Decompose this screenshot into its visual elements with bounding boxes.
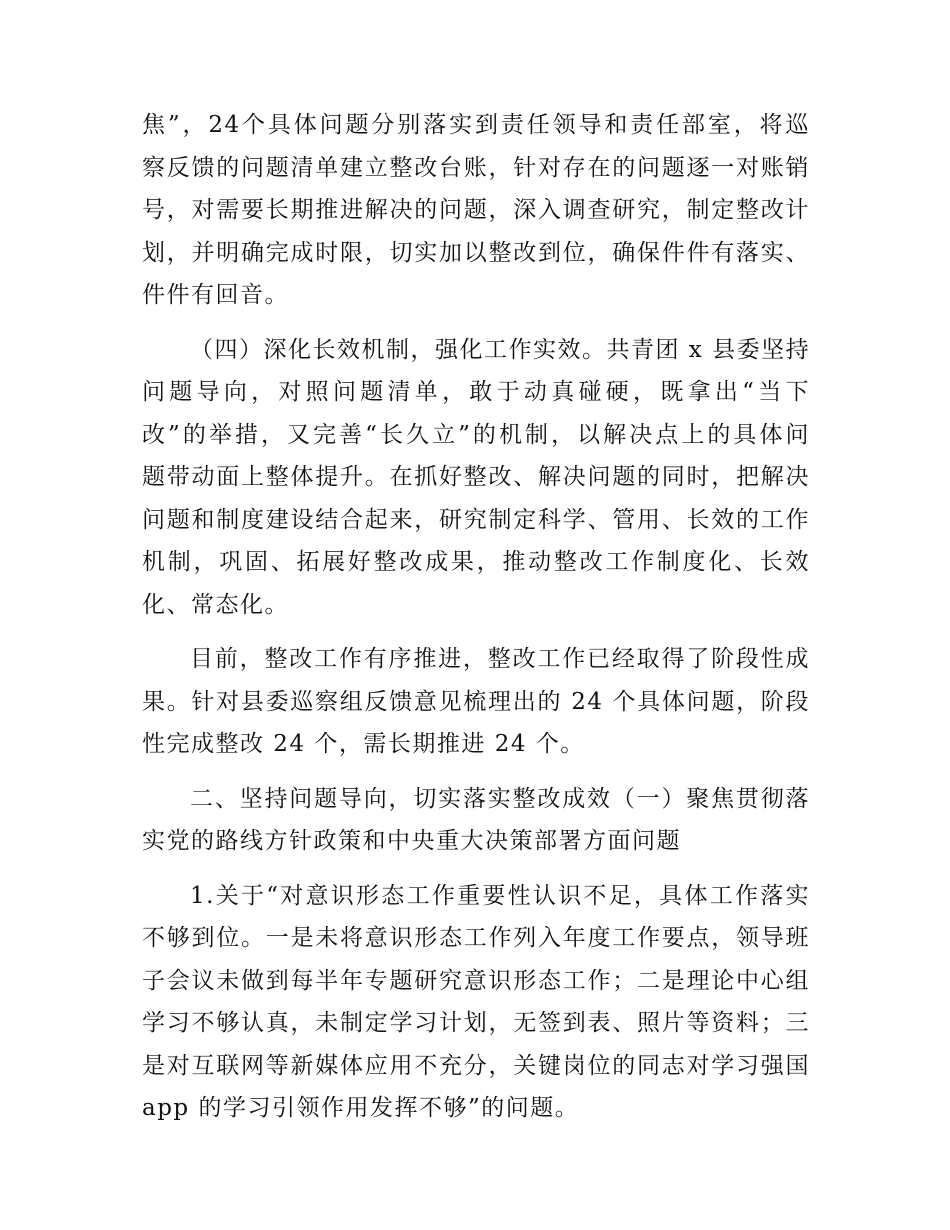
- text-line: 是对互联网等新媒体应用不充分，关键岗位的同志对学习强国: [142, 1052, 810, 1079]
- paragraph-progress-summary: [142, 638, 810, 766]
- text-line: 二、坚持问题导向，切实落实整改成效（一）聚焦贯彻落: [190, 785, 810, 812]
- text-line: 实党的路线方针政策和中央重大决策部署方面问题: [142, 828, 681, 854]
- text-line: 察反馈的问题清单建立整改台账，针对存在的问题逐一对账销: [142, 154, 810, 181]
- text-line: 目前，整改工作有序推进，整改工作已经取得了阶段性成: [190, 646, 810, 672]
- text-line: 题带动面上整体提升。在抓好整改、解决问题的同时，把解决: [142, 464, 810, 490]
- paragraph-long-term-mechanism: [142, 329, 810, 627]
- text-line: 件件有回音。: [142, 282, 289, 308]
- text-line: 性完成整改 24 个，需长期推进 24 个。: [142, 731, 585, 757]
- text-line: 1.关于“对意识形态工作重要性认识不足，具体工作落实: [190, 882, 810, 909]
- paragraph-ideology-issue: [142, 875, 810, 1130]
- text-line: 果。针对县委巡察组反馈意见梳理出的 24 个具体问题，阶段: [142, 688, 810, 715]
- document-body: [142, 104, 810, 1142]
- text-line: （四）深化长效机制，强化工作实效。共青团 x 县委坚持: [190, 336, 810, 363]
- paragraph-section-two-heading: [142, 778, 810, 863]
- text-line: 问题和制度建设结合起来，研究制定科学、管用、长效的工作: [142, 506, 810, 533]
- text-line: 学习不够认真，未制定学习计划，无签到表、照片等资料；三: [142, 1010, 810, 1036]
- text-line: 化、常态化。: [142, 591, 289, 618]
- text-line: 改”的举措，又完善“长久立”的机制，以解决点上的具体问: [142, 421, 810, 448]
- text-line: 不够到位。一是未将意识形态工作列入年度工作要点，领导班: [142, 925, 810, 951]
- text-line: 划，并明确完成时限，切实加以整改到位，确保件件有落实、: [142, 239, 810, 266]
- text-line: 子会议未做到每半年专题研究意识形态工作；二是理论中心组: [142, 967, 810, 994]
- text-line: 号，对需要长期推进解决的问题，深入调查研究，制定整改计: [142, 197, 810, 223]
- text-line: app 的学习引领作用发挥不够”的问题。: [142, 1095, 580, 1121]
- text-line: 焦”，24个具体问题分别落实到责任领导和责任部室，将巡: [142, 112, 810, 138]
- text-line: 问题导向，对照问题清单，敢于动真碰硬，既拿出“当下: [142, 379, 810, 405]
- text-line: 机制，巩固、拓展好整改成果，推动整改工作制度化、长效: [142, 549, 810, 575]
- paragraph-rectification-ledger: [142, 104, 810, 317]
